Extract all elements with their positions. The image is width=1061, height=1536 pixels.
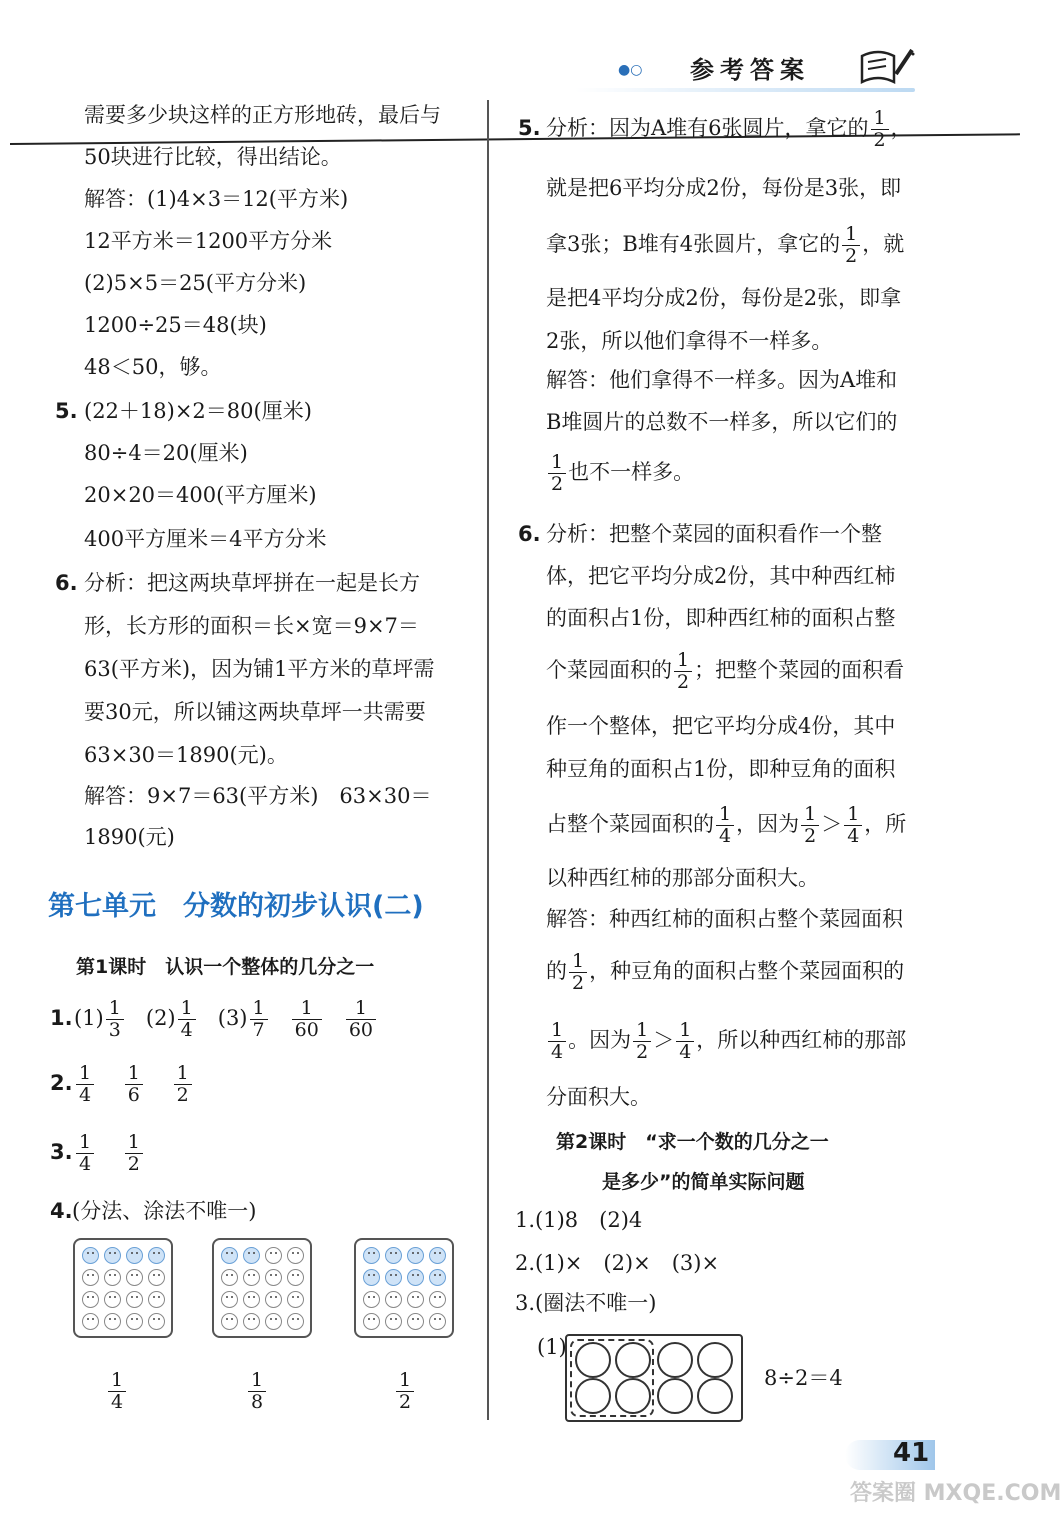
- question-number: 2.: [50, 1071, 73, 1095]
- header-underline: [575, 88, 915, 92]
- text-line: 分析：把这两块草坪拼在一起是长方: [84, 571, 420, 595]
- question-number: 6.: [55, 571, 78, 595]
- fraction: $\frac{1}{60}$: [346, 998, 376, 1041]
- watermark: 答案圈 MXQE.COM: [850, 1481, 1061, 1506]
- fraction-label: $\frac{1}{4}$: [106, 1366, 128, 1414]
- question-number: 1.: [50, 1006, 73, 1030]
- text-line: 要30元，所以铺这两块草坪一共需要: [84, 700, 426, 724]
- text-line: 12平方米＝1200平方分米: [84, 229, 333, 253]
- column-divider: [487, 100, 489, 1420]
- unit-title: 第七单元 分数的初步认识(二): [48, 891, 424, 922]
- face-grid-eighth: [212, 1238, 312, 1338]
- fraction-label: $\frac{1}{2}$: [394, 1366, 416, 1414]
- text-line: (分法、涂法不唯一): [72, 1199, 257, 1223]
- text-line: B堆圆片的总数不一样多，所以它们的: [546, 410, 898, 434]
- fraction: $\frac{1}{4}$: [76, 1132, 94, 1175]
- text-line: 63×30＝1890(元)。: [84, 743, 288, 767]
- text-line: (1): [537, 1335, 567, 1359]
- fraction: $\frac{1}{7}$: [250, 998, 268, 1041]
- text-line: 50块进行比较，得出结论。: [84, 145, 342, 169]
- fraction: $\frac{1}{2}$: [174, 1063, 192, 1106]
- text-line: 以种西红柿的那部分面积大。: [546, 866, 819, 890]
- fraction: $\frac{1}{4}$: [676, 1020, 694, 1063]
- question-number: 5.: [518, 116, 541, 140]
- fraction: $\frac{1}{4}$: [76, 1063, 94, 1106]
- lesson-title: 是多少”的简单实际问题: [602, 1171, 805, 1193]
- text-line: 作一个整体，把它平均分成4份，其中: [546, 714, 896, 738]
- fraction: $\frac{1}{6}$: [125, 1063, 143, 1106]
- text-line: 400平方厘米＝4平方分米: [84, 527, 327, 551]
- text-line: 3.(圈法不唯一): [515, 1291, 657, 1315]
- lesson-title: 第1课时 认识一个整体的几分之一: [76, 956, 375, 978]
- fraction: $\frac{1}{4}$: [844, 804, 862, 847]
- text-line: 是把4平均分成2份，每份是2张，即拿: [546, 286, 902, 310]
- text-line: 占整个菜园面积的 $\frac{1}{4}$ ，因为 $\frac{1}{2}$ ＞ $\frac{1}{4}$ ，所: [546, 803, 907, 847]
- text-line: $\frac{1}{4}$ 。因为 $\frac{1}{2}$ ＞ $\frac{1}{4}$ ，所以种西红柿的那部: [546, 1016, 906, 1064]
- face-grid-half: [354, 1238, 454, 1338]
- text-line: 63(平方米)，因为铺1平方米的草坪需: [84, 657, 435, 681]
- text-line: 分面积大。: [546, 1085, 651, 1109]
- text-line: 1890(元): [84, 825, 175, 849]
- fraction: $\frac{1}{2}$: [871, 108, 889, 151]
- question-number: 3.: [50, 1140, 73, 1164]
- text-line: (2)5×5＝25(平方分米): [84, 271, 307, 295]
- pen-book-icon: [858, 44, 916, 86]
- fraction-row: [74, 1057, 194, 1109]
- fraction: $\frac{1}{2}$: [548, 452, 566, 495]
- question-number: 5.: [55, 399, 78, 423]
- text-line: 解答：(1)4×3＝12(平方米): [84, 187, 349, 211]
- text-line: 的面积占1份，即种西红柿的面积占整: [546, 606, 896, 630]
- text-line: 分析：因为A堆有6张圆片，拿它的 $\frac{1}{2}$ ，: [546, 107, 912, 151]
- text-line: 形，长方形的面积＝长×宽＝9×7＝: [84, 614, 419, 638]
- circle-grouping-figure: [565, 1334, 743, 1422]
- text-line: 的 $\frac{1}{2}$ ，种豆角的面积占整个菜园面积的: [546, 950, 905, 994]
- text-line: 解答：他们拿得不一样多。因为A堆和: [546, 368, 898, 392]
- fraction: $\frac{1}{2}$: [125, 1132, 143, 1175]
- text-line: 分析：把整个菜园的面积看作一个整: [546, 522, 882, 546]
- text-line: 体，把它平均分成2份，其中种西红柿: [546, 564, 896, 588]
- fraction: $\frac{1}{4}$: [716, 804, 734, 847]
- text-line: 2张，所以他们拿得不一样多。: [546, 329, 833, 353]
- fraction-row: [74, 1126, 145, 1178]
- text-line: 解答：种西红柿的面积占整个菜园面积: [546, 907, 903, 931]
- fraction: $\frac{1}{60}$: [292, 998, 322, 1041]
- text-line: 1200÷25＝48(块): [84, 313, 267, 337]
- fraction: $\frac{1}{3}$: [106, 998, 124, 1041]
- face-grid-quarter: [73, 1238, 173, 1338]
- text-line: 个菜园面积的 $\frac{1}{2}$ ；把整个菜园的面积看: [546, 649, 905, 693]
- text-line: 需要多少块这样的正方形地砖，最后与: [84, 103, 441, 127]
- question-number: 4.: [50, 1199, 73, 1223]
- page-number: 41: [893, 1438, 930, 1468]
- text-line: 20×20＝400(平方厘米): [84, 483, 317, 507]
- text-line: 种豆角的面积占1份，即种豆角的面积: [546, 757, 896, 781]
- fraction: $\frac{1}{4}$: [178, 998, 196, 1041]
- text-line: 2.(1)× (2)× (3)×: [515, 1251, 720, 1275]
- header-dots: ●○: [618, 62, 643, 78]
- fraction: $\frac{1}{2}$: [569, 951, 587, 994]
- text-line: 1.(1)8 (2)4: [515, 1208, 643, 1232]
- fraction-row: (1) $\frac{1}{3}$ (2) $\frac{1}{4}$ (3) $\frac{1}{7}$ $\frac{1}{60}$ $\frac{1}{60}$: [74, 992, 378, 1044]
- lesson-title: 第2课时 “求一个数的几分之一: [556, 1131, 829, 1153]
- text-line: 就是把6平均分成2份，每份是3张，即: [546, 176, 902, 200]
- text-line: (22＋18)×2＝80(厘米): [84, 399, 312, 423]
- question-number: 6.: [518, 522, 541, 546]
- text-line: 48＜50，够。: [84, 355, 222, 379]
- fraction: $\frac{1}{4}$: [548, 1020, 566, 1063]
- text-line: 80÷4＝20(厘米): [84, 441, 248, 465]
- fraction: $\frac{1}{2}$: [633, 1020, 651, 1063]
- fraction: $\frac{1}{2}$: [674, 650, 692, 693]
- text-line: 解答：9×7＝63(平方米) 63×30＝: [84, 784, 432, 808]
- header-title: 参考答案: [690, 56, 810, 84]
- fraction-label: $\frac{1}{8}$: [246, 1366, 268, 1414]
- fraction: $\frac{1}{2}$: [801, 804, 819, 847]
- equation: 8÷2＝4: [764, 1366, 843, 1390]
- fraction: $\frac{1}{2}$: [842, 224, 860, 267]
- text-line: 拿3张；B堆有4张圆片，拿它的 $\frac{1}{2}$ ，就: [546, 223, 905, 267]
- text-line: $\frac{1}{2}$ 也不一样多。: [546, 448, 694, 496]
